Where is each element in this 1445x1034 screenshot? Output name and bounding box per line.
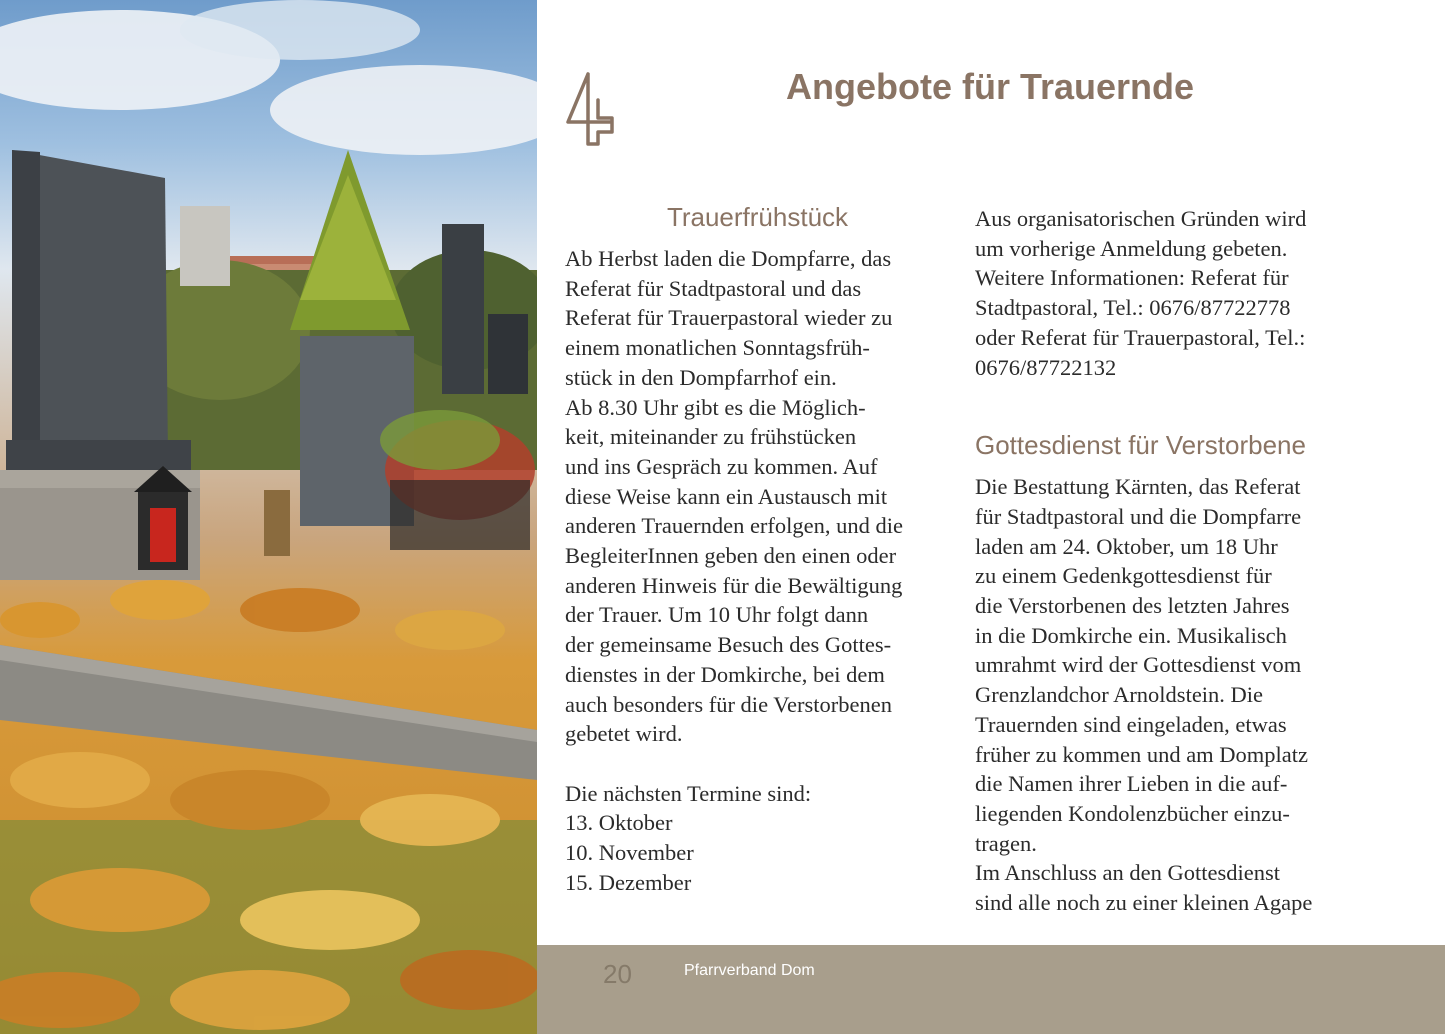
date-item: 10. November	[565, 840, 694, 866]
page-title: Angebote für Trauernde	[785, 66, 1195, 107]
dates-list	[565, 808, 950, 897]
date-item: 13. Oktober	[565, 810, 673, 836]
spacer	[565, 749, 950, 779]
date-item: 15. Dezember	[565, 869, 692, 895]
page-number: 20	[603, 959, 632, 989]
cemetery-illustration	[0, 0, 537, 1034]
footer-label: Pfarrverband Dom	[684, 962, 815, 979]
registration-paragraph: Aus organisatorischen Gründen wird um vorherige Anmeldung gebeten. Weitere Informationen: Referat für Stadtpastoral, Tel.: 0676/87722778 oder Referat für Trauerpastoral, Tel.: 0676/87722132	[975, 206, 1307, 380]
dates-intro: Die nächsten Termine sind:	[565, 780, 812, 806]
right-column	[975, 200, 1365, 918]
spacer	[975, 382, 1365, 428]
section-heading-trauerfruehstueck: Trauerfrühstück	[666, 202, 849, 232]
left-column	[565, 200, 950, 897]
cross-icon	[560, 70, 620, 146]
section-heading-gottesdienst: Gottesdienst für Verstorbene	[975, 430, 1306, 461]
gottesdienst-paragraph: Die Bestattung Kärnten, das Referat für Stadtpastoral und die Dompfarre laden am 24. Oktober, um 18 Uhr zu einem Gedenkgottesdienst für die Verstorbenen des letzten Jahres in die Domkirche ein. Musikalisch umrahmt wird der Gottesdienst vom Grenzlandchor Arnoldstein. Die Trauernden sind eingeladen, etwas früher zu kommen und am Domplatz die Namen ihrer Lieben in die auf- liegenden Kondolenzbücher einzu- tragen. Im Anschluss an den Gottesdienst sind alle noch zu einer kleinen Agape	[975, 474, 1313, 916]
footer-bar	[537, 945, 1445, 1034]
cemetery-photo	[0, 0, 537, 1034]
trauerfruehstueck-paragraph: Ab Herbst laden die Dompfarre, das Referat für Stadtpastoral und das Referat für Trauerpastoral wieder zu einem monatlichen Sonntagsfrüh- stück in den Dompfarrhof ein. Ab 8.30 Uhr gibt es die Möglich- keit, miteinander zu frühstücken und ins Gespräch zu kommen. Auf diese Weise kann ein Austausch mit anderen Trauernden erfolgen, und die BegleiterInnen geben den einen oder anderen Hinweis für die Bewältigung der Trauer. Um 10 Uhr folgt dann der gemeinsame Besuch des Gottes- dienstes in der Domkirche, bei dem auch besonders für die Verstorbenen gebetet wird.	[565, 246, 904, 747]
